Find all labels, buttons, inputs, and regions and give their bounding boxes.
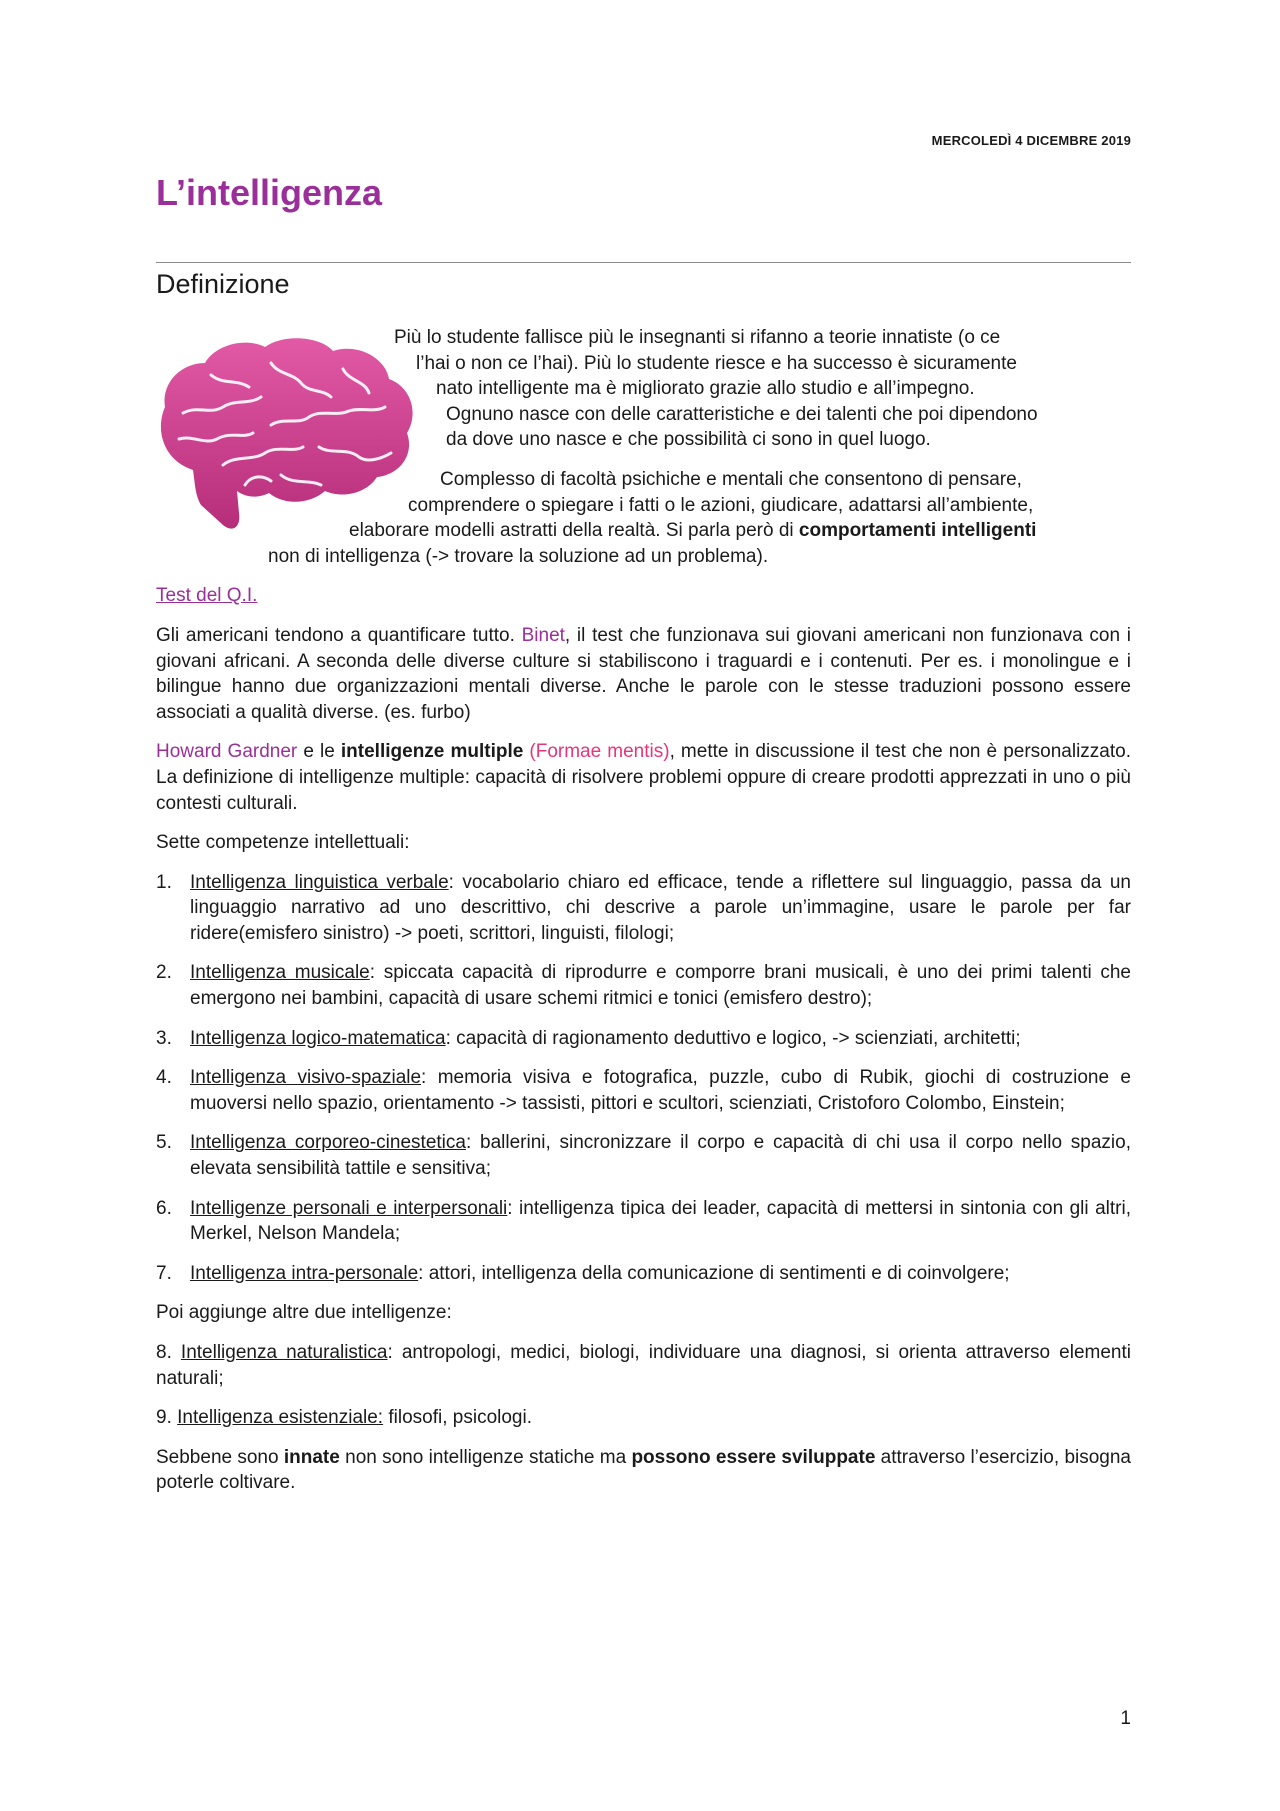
list-number: 9. [156, 1407, 178, 1429]
intro-line: l’hai o non ce l’hai). Più lo studente riesce e ha successo è sicuramente [416, 352, 1017, 374]
text: Gli americani tendono a quantificare tutto. [156, 624, 522, 646]
list-number: 1. [156, 871, 172, 893]
header-date: MERCOLEDÌ 4 DICEMBRE 2019 [931, 133, 1131, 148]
text: non sono intelligenze statiche ma [339, 1446, 632, 1468]
intro-line: non di intelligenza (-> trovare la soluzione ad un problema). [268, 545, 769, 567]
intro-line [156, 518, 1131, 544]
intro-line: Complesso di facoltà psichiche e mentali che consentono di pensare, [440, 468, 1022, 490]
list-text: : antropologi, medici, biologi, individuare una diagnosi, si orienta attraverso elementi naturali; [156, 1342, 1131, 1389]
binet-name: Binet [521, 624, 565, 646]
list-text: : capacità di ragionamento deduttivo e logico, -> scienziati, architetti; [445, 1027, 1021, 1049]
list-intro: Sette competenze intellettuali: [156, 832, 410, 854]
list-term: Intelligenza linguistica verbale [190, 871, 449, 893]
intro-text: elaborare modelli astratti della realtà. Si parla però di [349, 520, 799, 542]
list-text: : ballerini, sincronizzare il corpo e capacità di chi usa il corpo nello spazio, elevata sensibilità tattile e sensitiva; [190, 1132, 1131, 1180]
list-number: 2. [156, 962, 172, 984]
list-item [156, 1026, 1131, 1052]
intro-line: comprendere o spiegare i fatti o le azioni, giudicare, adattarsi all’ambiente, [408, 494, 1034, 516]
intelligence-list [156, 870, 1131, 1287]
list-item [156, 1065, 1131, 1116]
list-item [156, 1261, 1131, 1287]
test-qi-link[interactable]: Test del Q.I. [156, 585, 258, 607]
bold-term: possono essere sviluppate [631, 1446, 876, 1468]
text: , il test che funzionava sui giovani americani non funzionava con i giovani africani. A seconda delle diverse culture si stabiliscono i traguardi e i contenuti. Per es. i monolingue e i bilingue hanno due organizzazioni mentali diverse. Anche le parole con le stesse traduzioni possono essere associati a qualità diverse. (es. furbo) [156, 624, 1131, 723]
text: attraverso l’esercizio, bisogna poterle coltivare. [156, 1446, 1131, 1494]
text: Sebbene sono [156, 1446, 284, 1468]
list-term: Intelligenza intra-personale [190, 1262, 419, 1284]
paragraph-americans [156, 623, 1131, 725]
intro-bold: comportamenti intelligenti [798, 520, 1037, 542]
list-text: : attori, intelligenza della comunicazione di sentimenti e di coinvolgere; [418, 1262, 1010, 1284]
closing-paragraph [156, 1445, 1131, 1496]
list-term: Intelligenza visivo-spaziale [190, 1067, 422, 1089]
section-heading: Definizione [156, 269, 290, 299]
list-text: filosofi, psicologi. [383, 1407, 532, 1429]
list-text: : vocabolario chiaro ed efficace, tende a riflettere sul linguaggio, passa da un linguaggio narrativo ad uno descrittivo, chi descrive a parole un’immagine, usare le parole per far ridere(emisfero sinistro) -> poeti, scrittori, linguisti, filologi; [190, 871, 1131, 944]
intro-block [156, 325, 1131, 569]
list-number: 4. [156, 1067, 172, 1089]
intro-line: nato intelligente ma è migliorato grazie allo studio e all’impegno. [436, 378, 975, 400]
list-term: Intelligenza corporeo-cinestetica [190, 1132, 466, 1154]
list-number: 5. [156, 1132, 172, 1154]
list-term: Intelligenza naturalistica [180, 1342, 388, 1363]
list-number: 6. [156, 1197, 172, 1219]
list-term: Intelligenza logico-matematica [190, 1027, 446, 1049]
book-title: (Formae mentis) [529, 741, 670, 763]
list-item [156, 1130, 1131, 1181]
bold-term: innate [283, 1446, 340, 1468]
list-item [156, 960, 1131, 1011]
list-item [156, 870, 1131, 947]
list-number: 7. [156, 1262, 172, 1284]
paragraph-gardner [156, 739, 1131, 816]
list-text: : spiccata capacità di riprodurre e comporre brani musicali, è uno dei primi talenti che emergono nei bambini, capacità di usare schemi ritmici e tonici (emisfero destro); [190, 962, 1131, 1010]
bold-term: intelligenze multiple [340, 741, 524, 763]
intro-line: da dove uno nasce e che possibilità ci sono in quel luogo. [446, 429, 931, 451]
extra-item [156, 1405, 1131, 1431]
list-text: : intelligenza tipica dei leader, capacità di mettersi in sintonia con gli altri, Merkel, Nelson Mandela; [190, 1197, 1131, 1245]
extra-intro: Poi aggiunge altre due intelligenze: [156, 1302, 452, 1324]
intro-line: Ognuno nasce con delle caratteristiche e dei talenti che poi dipendono [446, 403, 1038, 425]
text: e le [297, 741, 341, 763]
list-number: 3. [156, 1027, 172, 1049]
text: , mette in discussione il test che non è personalizzato. La definizione di intelligenze multiple: capacità di risolvere problemi oppure di creare prodotti apprezzati in uno o più contesti culturali. [156, 741, 1132, 814]
gardner-name: Howard Gardner [156, 741, 298, 763]
extra-item [156, 1340, 1131, 1391]
list-term: Intelligenza musicale [190, 962, 370, 984]
document-body [156, 325, 1131, 1510]
list-text: : memoria visiva e fotografica, puzzle, cubo di Rubik, giochi di costruzione e muoversi nello spazio, orientamento -> tassisti, pittori e scultori, scienziati, Cristoforo Colombo, Einstein; [190, 1067, 1131, 1114]
list-number: 8. [156, 1342, 181, 1363]
list-item [156, 1196, 1131, 1247]
page-title: L’intelligenza [156, 172, 383, 213]
intro-line: Più lo studente fallisce più le insegnanti si rifanno a teorie innatiste (o ce [394, 327, 1001, 348]
title-divider [156, 262, 1131, 263]
list-term: Intelligenza esistenziale: [177, 1407, 384, 1429]
list-term: Intelligenze personali e interpersonali [190, 1197, 508, 1219]
page-number: 1 [1120, 1708, 1131, 1729]
